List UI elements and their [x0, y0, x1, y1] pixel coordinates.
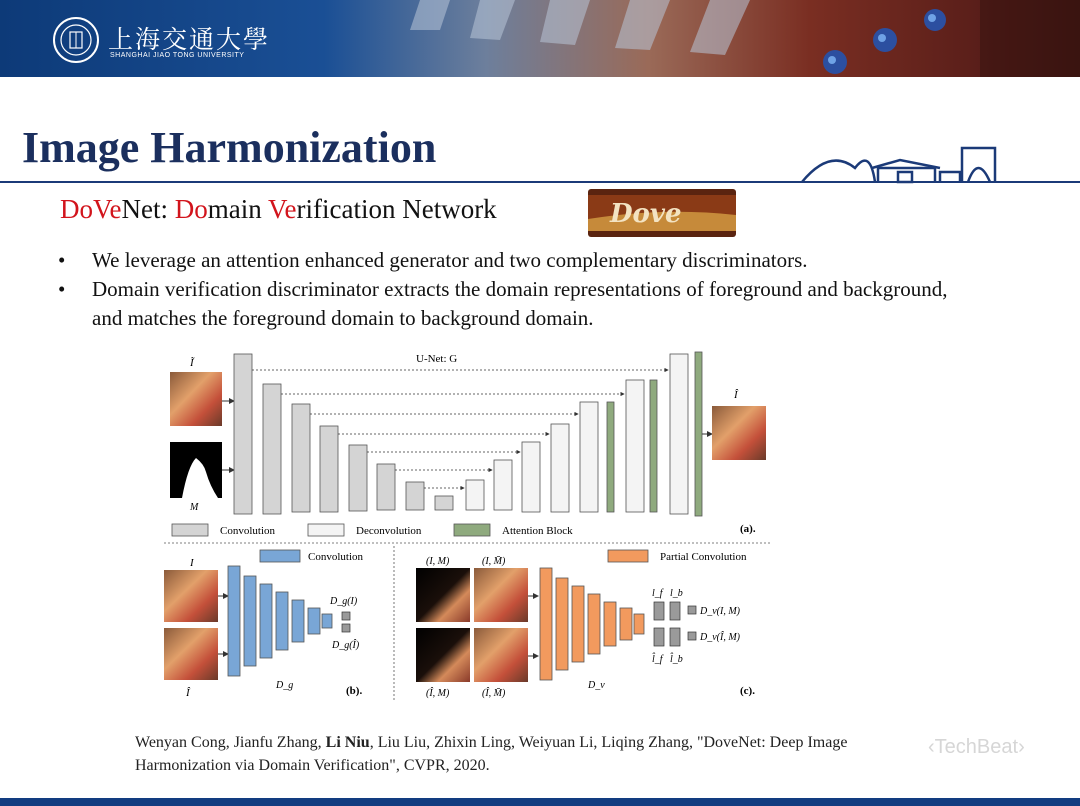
feature-label-lf-hat: l̂_f	[652, 654, 663, 665]
panel-c-label-top-2: (I, M̄)	[482, 556, 506, 567]
output-harmonized-image	[712, 406, 766, 460]
subtitle-domain-do: Do	[174, 194, 208, 224]
bullet-list	[58, 246, 978, 333]
subtitle-do: Do	[60, 194, 93, 224]
skip-connections	[252, 370, 668, 488]
input-image-label: Ĩ	[190, 357, 194, 369]
svg-text:Dove: Dove	[610, 199, 682, 229]
panel-c-output-top: D_v(I, M)	[700, 606, 740, 617]
subtitle-domain-rest: main	[207, 194, 268, 224]
footer-bar	[0, 798, 1080, 806]
legend-b-swatch	[260, 550, 300, 562]
legend-c-label: Partial Convolution	[660, 551, 747, 563]
citation-authors-post: , Liu Liu, Zhixin Ling, Weiyuan Li, Liqing Zhang, "DoveNet: Deep Image Harmonization via Domain Verification", CVPR, 2020.	[135, 734, 848, 774]
panel-a-tag: (a).	[740, 523, 756, 535]
university-name-en: SHANGHAI JIAO TONG UNIVERSITY	[110, 52, 245, 59]
header-banner	[0, 0, 1080, 77]
dove-chocolate-logo	[588, 189, 736, 237]
legend-c-swatch	[608, 550, 648, 562]
panel-c-net-label: D_v	[588, 680, 605, 691]
subtitle	[60, 194, 497, 225]
panel-b-fake-image	[164, 628, 218, 680]
panel-c-label-bottom-2: (Î, M̄)	[482, 688, 506, 699]
techbeat-watermark: ‹TechBeat›	[928, 736, 1025, 758]
university-seal-icon	[52, 16, 100, 64]
domain-feature-blocks	[654, 602, 696, 646]
panel-c-fake-fg	[416, 628, 470, 682]
feature-label-lf: l_f	[652, 588, 663, 599]
verification-discriminator-blocks	[540, 568, 644, 680]
panel-c-label-top-1: (I, M)	[426, 556, 450, 567]
panel-c-real-bg	[474, 568, 528, 622]
legend-attention-label: Attention Block	[502, 525, 573, 537]
subtitle-verification-ve: Ve	[268, 194, 297, 224]
panel-c-label-bottom-1: (Î, M)	[426, 688, 450, 699]
dovenet-architecture-figure	[160, 346, 776, 706]
panel-b-bottom-label: Î	[186, 687, 190, 699]
panel-c-real-fg	[416, 568, 470, 622]
citation-authors-pre: Wenyan Cong, Jianfu Zhang,	[135, 734, 326, 751]
legend-deconv-label: Deconvolution	[356, 525, 422, 537]
university-name-cn: 上海交通大學	[108, 25, 271, 54]
watermark-text: TechBeat	[934, 736, 1019, 758]
input-composite-image	[170, 372, 222, 426]
legend-b-label: Convolution	[308, 551, 364, 563]
panel-b-net-label: D_g	[276, 680, 294, 691]
bullet-item: • We leverage an attention enhanced generator and two complementary discriminators.	[58, 246, 978, 275]
panel-b-tag: (b).	[346, 685, 363, 697]
panel-c-output-bottom: D_v(Î, M)	[700, 632, 740, 643]
legend-conv-swatch	[172, 524, 208, 536]
legend-deconv-swatch	[308, 524, 344, 536]
subtitle-net: Net:	[121, 194, 175, 224]
panel-b-top-label: I	[190, 557, 194, 569]
legend-attention-swatch	[454, 524, 490, 536]
panel-b-output-bottom: D_g(Î)	[332, 640, 360, 651]
unet-label: U-Net: G	[416, 353, 458, 365]
campus-skyline-icon	[800, 138, 1000, 184]
architecture-diagram	[160, 346, 776, 706]
feature-label-lb-hat: l̂_b	[670, 654, 683, 665]
roof-tiles-decoration	[380, 0, 1080, 77]
citation-highlight-author: Li Niu	[325, 734, 370, 751]
panel-b-output-top: D_g(I)	[330, 596, 358, 607]
panel-c-tag: (c).	[740, 685, 755, 697]
subtitle-ve: Ve	[93, 194, 122, 224]
panel-b-real-image	[164, 570, 218, 622]
panel-c-fake-bg	[474, 628, 528, 682]
legend-conv-label: Convolution	[220, 525, 276, 537]
feature-label-lb: l_b	[670, 588, 683, 599]
title-divider	[0, 181, 1080, 183]
citation	[135, 731, 915, 777]
bullet-item: • Domain verification discriminator extracts the domain representations of foreground and background, and matches the foreground domain to background domain.	[58, 275, 978, 333]
subtitle-verification-rest: rification Network	[296, 194, 497, 224]
slide-title: Image Harmonization	[22, 123, 437, 172]
output-image-label: Î	[734, 389, 738, 401]
global-discriminator-blocks	[228, 566, 332, 676]
mask-label: M	[190, 502, 199, 513]
global-discriminator-outputs	[342, 612, 350, 632]
